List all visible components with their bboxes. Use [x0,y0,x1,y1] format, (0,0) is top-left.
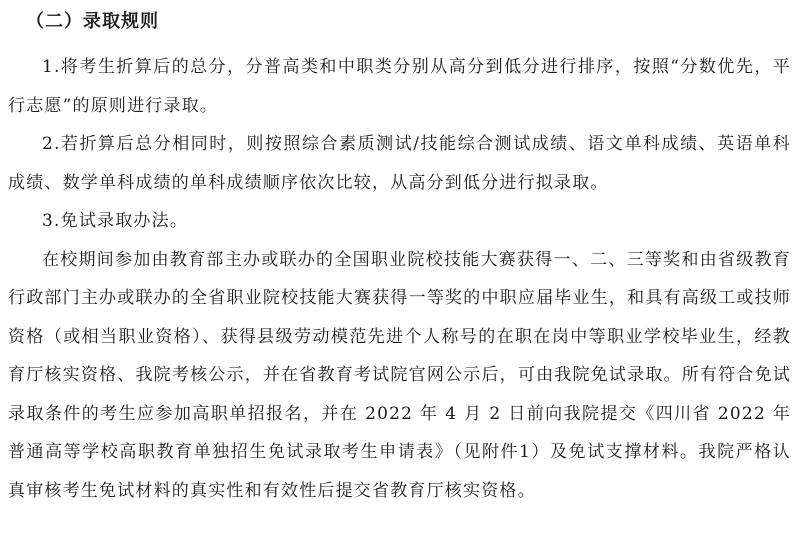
rule-paragraph-1: 1.将考生折算后的总分，分普高类和中职类分别从高分到低分进行排序，按照“分数优先，平行志愿”的原则进行录取。 [8,57,791,116]
rule-paragraph-3: 3.免试录取办法。 [42,211,189,231]
exemption-paragraph: 在校期间参加由教育部主办或联办的全国职业院校技能大赛获得一、二、三等奖和由省级教育行政部门主办或联办的全省职业院校技能大赛获得一等奖的中职应届毕业生，和具有高级工或技师资格（或相当职业资格）、获得县级劳动模范先进个人称号的在职在岗中等职业学校毕业生，经教育厅核实资格、我院考核公示，并在省教育考试院官网公示后，可由我院免试录取。所有符合免试录取条件的考生应参加高职单招报名，并在 2022 年 4 月 2 日前向我院提交《四川省 2022 年普通高等学校高职教育单独招生免试录取考生申请表》（见附件1）及免试支撑材料。我院严格认真审核考生免试材料的真实性和有效性后提交省教育厅核实资格。 [8,249,791,501]
rule-paragraph-2: 2.若折算后总分相同时，则按照综合素质测试/技能综合测试成绩、语文单科成绩、英语单科成绩、数学单科成绩的单科成绩顺序依次比较，从高分到低分进行拟录取。 [8,134,791,193]
section-heading: （二）录取规则 [26,11,159,32]
